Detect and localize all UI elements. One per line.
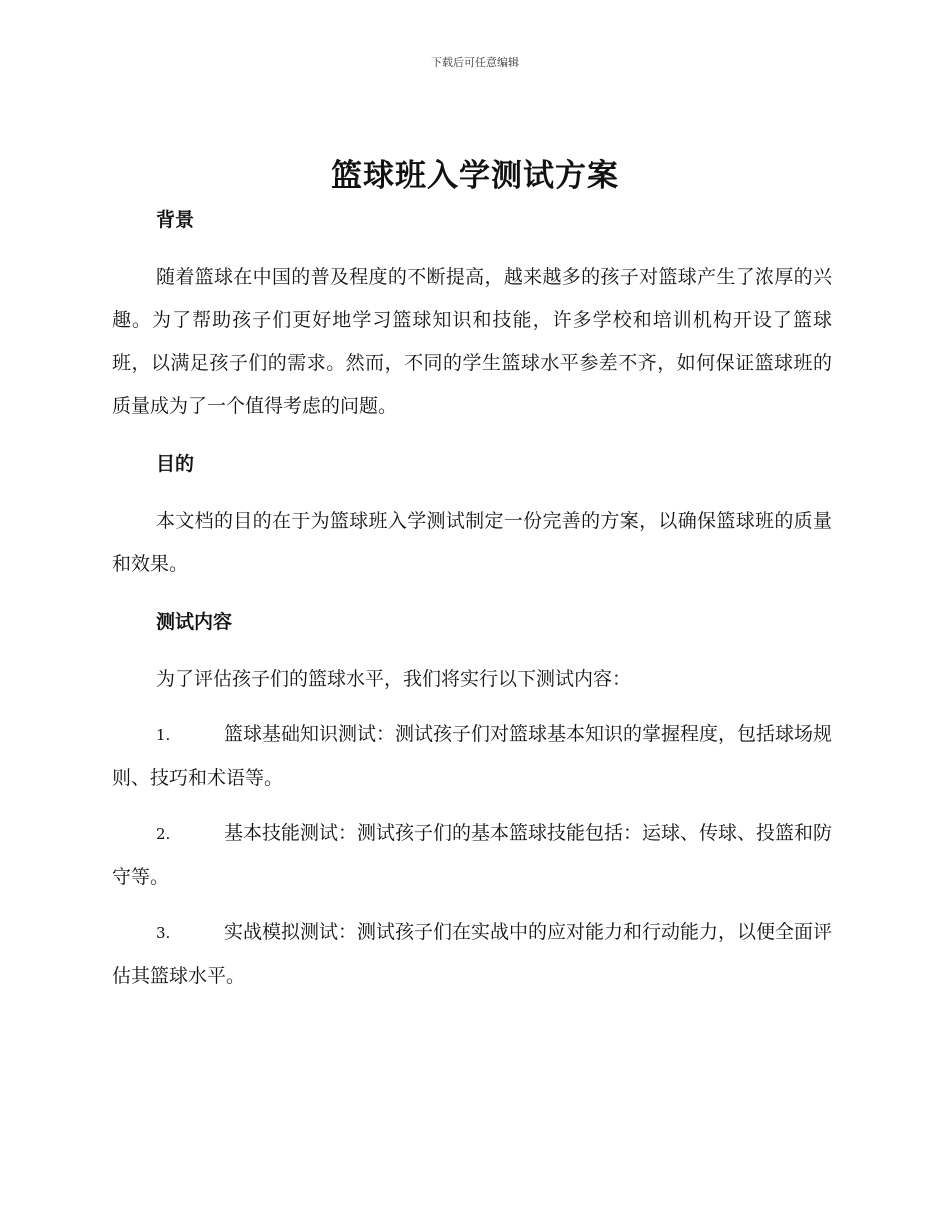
list-item — [112, 812, 832, 899]
document-body — [112, 204, 832, 998]
header-note: 下载后可任意编辑 — [431, 56, 519, 69]
list-item — [112, 713, 832, 800]
list-item-number: 3. — [156, 924, 171, 942]
list-item-text: 基本技能测试：测试孩子们的基本篮球技能包括：运球、传球、投篮和防守等。 — [112, 822, 833, 888]
section-paragraph-purpose: 本文档的目的在于为篮球班入学测试制定一份完善的方案，以确保篮球班的质量和效果。 — [112, 510, 832, 575]
section-heading-purpose: 目的 — [156, 453, 195, 475]
list-item-text: 实战模拟测试：测试孩子们在实战中的应对能力和行动能力，以便全面评估其篮球水平。 — [112, 921, 833, 987]
document-title: 篮球班入学测试方案 — [331, 158, 619, 194]
list-item-number: 1. — [156, 726, 171, 744]
section-paragraph-test-content: 为了评估孩子们的篮球水平，我们将实行以下测试内容： — [156, 668, 632, 690]
section-heading-test-content: 测试内容 — [156, 611, 233, 633]
section-paragraph-background: 随着篮球在中国的普及程度的不断提高，越来越多的孩子对篮球产生了浓厚的兴趣。为了帮助孩子们更好地学习篮球知识和技能，许多学校和培训机构开设了篮球班，以满足孩子们的需求。然而，不同的学生篮球水平参差不齐，如何保证篮球班的质量成为了一个值得考虑的问题。 — [112, 266, 832, 417]
list-item-text: 篮球基础知识测试：测试孩子们对篮球基本知识的掌握程度，包括球场规则、技巧和术语等。 — [112, 723, 833, 789]
section-heading-background: 背景 — [156, 209, 195, 231]
list-item — [112, 911, 832, 998]
list-item-number: 2. — [156, 825, 171, 843]
